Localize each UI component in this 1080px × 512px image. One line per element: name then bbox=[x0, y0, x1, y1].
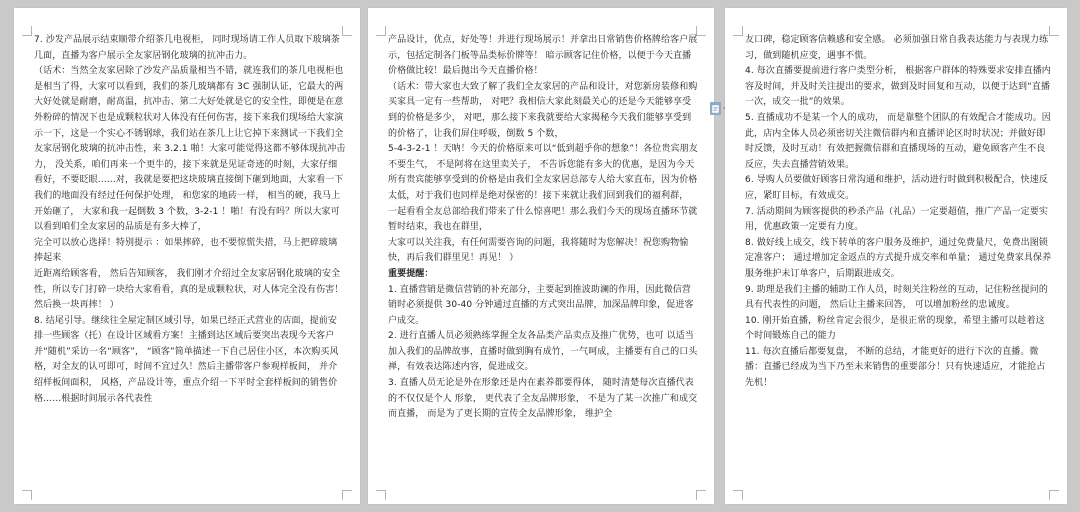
crop-mark-top-left bbox=[733, 26, 743, 36]
document-page-3 bbox=[725, 8, 1067, 504]
document-side-icon[interactable] bbox=[710, 102, 721, 115]
paragraph: 1. 直播营销是微信营销的补充部分，主要起到推波助澜的作用，因此微信营销时必须提供 30-40 分钟通过直播的方式突出品牌，加深品牌印象，促进客户成交。 bbox=[388, 284, 694, 326]
paragraph: 近距离给顾客看， 然后告知顾客， 我们刚才介绍过全友家居钢化玻璃的安全性，所以专门打碎一块给大家看看，真的是成颗粒状，对人体完全没有伤害！然后换一块再摔！ ） bbox=[34, 268, 344, 311]
paragraph: 7. 活动期间为顾客提供的秒杀产品（礼品）一定要超值，推广产品一定要实用，优惠政策一定要有力度。 bbox=[745, 206, 1048, 233]
crop-mark-bottom-left bbox=[376, 490, 386, 500]
paragraph: 7. 沙发产品展示结束顺带介绍茶几电视柜， 同时现场请工作人员取下玻璃茶几面，直播为客户展示全友家居钢化玻璃的抗冲击力。 bbox=[34, 35, 340, 61]
page-content[interactable] bbox=[745, 33, 1053, 392]
paragraph: 11. 每次直播后都要复盘， 不断的总结，才能更好的进行下次的直播。微播：直播已经成为当下乃至未来销售的重要部分！只有快速适应，才能抢占先机！ bbox=[745, 346, 1046, 389]
paragraph: 9. 助理是我们主播的辅助工作人员，时刻关注粉丝的互动，记住粉丝提问的具有代表性的问题， 然后让主播来回答， 可以增加粉丝的忠诚度。 bbox=[745, 284, 1048, 311]
crop-mark-bottom-right bbox=[342, 490, 352, 500]
section-heading: 重要提醒： bbox=[388, 268, 434, 279]
crop-mark-bottom-left bbox=[733, 490, 743, 500]
paragraph: （话术：当然全友家居除了沙发产品质量相当不错，就连我们的茶几电视柜也是相当了得，大家可以看到，我们的茶几玻璃都有 3C 强制认证，它最大的两大好处就是耐磨，耐高温，抗冲击、第二大好处就是它的安全性，即便是在意外粉碎的情况下也是成颗粒状对人体没有任何伤害，接下来我们现场给大家演示一下，这是一个实心不锈钢球，我们站在茶几上让它掉下来测试一下我们全友家居钢化玻璃的抗冲击性，来 3.2.1 啪！大家可能觉得这都不够体现抗冲击力， 没关系，咱们再来一个更牛的，接下来就是见证奇迹的时刻，大家仔细看好，不要眨眼……对，我就是要把这块玻璃直接倒下砸到地面，大家看一下我们的地面没有经过任何保护处理， 和您家的地砖一样， 相当的硬，我马上开始砸了， 大家和我一起倒数 3 个数，3-2-1 ！啪！有没有吗？所以大家可以看到咱们全友家居的品质是有多大棒了， bbox=[34, 66, 346, 233]
paragraph: 5. 直播成功不是某一个人的成功， 而是靠整个团队的有效配合才能成功。因此，店内全体人员必须密切关注微信群内和直播评论区时时状况；并做好即时反馈，及时互动！有效把握微信群和直播现场的互动，避免顾客产生不良反应，失去直播营销效果。 bbox=[745, 112, 1051, 170]
paragraph: 大家可以关注我，有任何需要咨询的问题，我将随时为您解决！祝您购物愉快，再后我们群里见！再见！ ） bbox=[388, 237, 689, 264]
paragraph: 3. 直播人员无论是外在形象还是内在素养都要得体， 随时清楚每次直播代表的不仅仅是个人 形象， 更代表了全友品牌形象， 不是为了某一次推广和成交而直播， 而是为了更长期的宣传全友品牌形象， 维护全 bbox=[388, 378, 698, 420]
paragraph: 产品设计，优点，好处等！并进行现场展示！并拿出日常销售价格牌给客户展示，包括定制各门板等品类标价牌等！ 暗示顾客记住价格，以便于今天直播价格做比较！最后抛出今天直播价格！ bbox=[388, 35, 698, 77]
paragraph: 8. 做好线上成交，线下转单的客户服务及维护，通过免费量尺，免费出图锁定准客户； 通过增加定金返点的方式提升成交率和单量； 通过免费家具保养服务维护未订单客户，后期跟进成交。 bbox=[745, 237, 1052, 279]
crop-mark-bottom-right bbox=[696, 490, 706, 500]
document-page-2 bbox=[368, 8, 714, 504]
crop-mark-top-left bbox=[22, 26, 32, 36]
paragraph: 2. 进行直播人员必须熟练掌握全友各品类产品卖点及推广优势，也可 以适当加入我们的品牌故事，直播时做到胸有成竹，一气呵成，主播要有自己的口头禅，有效表达陈述内容，促进成交。 bbox=[388, 331, 698, 373]
crop-mark-top-left bbox=[376, 26, 386, 36]
paragraph: 4. 每次直播要提前进行客户类型分析， 根据客户群体的特殊要求安排直播内容及时间，并及时关注提出的要求，做到及时回复和互动，以便于达到“直播一次，成交一批”的效果。 bbox=[745, 66, 1051, 108]
crop-mark-bottom-left bbox=[22, 490, 32, 500]
page-content[interactable] bbox=[34, 33, 346, 407]
paragraph: 完全可以放心选择！特别提示 ：如果摔碎，也不要惊慌失措，马上把碎玻璃捧起来 bbox=[34, 237, 338, 264]
document-icon bbox=[712, 105, 719, 113]
crop-mark-bottom-right bbox=[1049, 490, 1059, 500]
paragraph: 8. 结尾引导。继续往全屋定制区域引导，如果已经正式营业的店面，提前安排一些顾客（托）在设计区域看方案！主播到达区域后要突出表现今天客户并“随机”采访一名“顾客”， “顾客”简单描述一下自己居住小区，本次购买风格，对全友的认可即可，时间不宜过久！然后主播带客户参观样板间， 并介绍样板间面积， 风格，产品设计等，重点介绍一下平时全套样板间的销售价格……根据时间展示各代表性 bbox=[34, 315, 339, 404]
page-content[interactable] bbox=[388, 33, 700, 423]
paragraph: 10. 刚开始直播，粉丝肯定会很少，是很正常的现象，希望主播可以趁着这个时间锻炼自己的能力 bbox=[745, 315, 1045, 342]
paragraph: （话术：带大家也大致了解了我们全友家居的产品和设计，对您新房装修和购买家具一定有一些帮助， 对吧？我相信大家此刻最关心的还是今天能够享受到的价格是多少， 对吧，那么接下来我就要给大家揭秘今天我们能够享受到的价格了，让我们屏住呼吸，倒数 5 个数， bbox=[388, 81, 698, 139]
paragraph: 友口碑，稳定顾客信赖感和安全感。 必须加强日常自我表达能力与表现力练习，做到随机应变，遇事不慌。 bbox=[745, 35, 1049, 61]
document-page-1 bbox=[14, 8, 360, 504]
paragraph: 6. 导购人员要做好顾客日常沟通和维护，活动进行时做到积极配合，快速反应，紧盯目标，有效成交。 bbox=[745, 175, 1048, 201]
paragraph: 5-4-3-2-1 ！天呐！今天的价格原来可以“低到超乎你的想象”！各位贵宾朋友不要生气， 不是阿将在这里卖关子， 不告诉您能有多大的优惠，是因为今天所有贵宾能够享受到的价格是由我们全友家居总部专人给大家直布，因为价格太低，对于我们也同样是绝对保密的！接下来就让我们回到我们的福利群， 一起看看全友总部给我们带来了什么惊喜吧！那么我们今天的现场直播环节就暂时结束，我也在群里， bbox=[388, 144, 698, 233]
